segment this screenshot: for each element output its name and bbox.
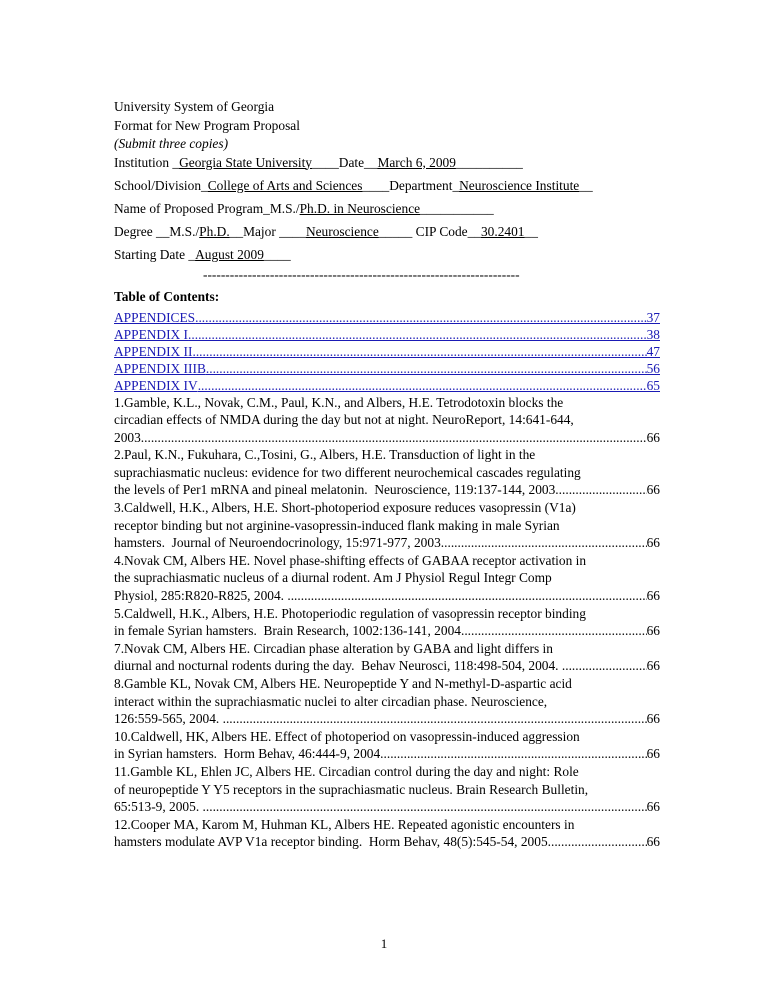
reference-page: 66 (646, 799, 660, 815)
reference-line: interact within the suprachiasmatic nuclei to alter circadian phase. Neuroscience, (114, 693, 548, 709)
dot-leader (444, 534, 646, 552)
reference-last-text: in female Syrian hamsters. Brain Research, 1002:136-141, 2004. (114, 623, 465, 639)
header-line-2: Format for New Program Proposal (114, 117, 300, 133)
toc-entry-label: APPENDIX IIIB (114, 360, 206, 376)
degree-value: Ph.D. (199, 223, 230, 239)
program-value: Ph.D. in Neuroscience (299, 200, 421, 216)
reference-page: 66 (646, 482, 660, 498)
date-tail: __________ (455, 154, 523, 170)
start-line (114, 246, 660, 265)
start-value: August 2009 (195, 246, 264, 262)
institution-label: Institution _ (114, 154, 180, 170)
reference-entry (114, 446, 660, 499)
reference-line: circadian effects of NMDA during the day but not at night. NeuroReport, 14:641-644, (114, 412, 574, 428)
document-page (114, 98, 660, 851)
dot-leader (562, 657, 647, 675)
reference-last-line (114, 657, 660, 675)
toc-entry-appendix-iiib[interactable] (114, 360, 660, 377)
reference-page: 66 (646, 588, 660, 604)
reference-last-text: diurnal and nocturnal rodents during the day. Behav Neurosci, 118:498-504, 2004. (114, 658, 562, 674)
reference-entry (114, 640, 660, 675)
start-label: Starting Date _ (114, 246, 196, 262)
reference-entry (114, 499, 660, 552)
dot-leader (384, 745, 647, 763)
cip-label: _____ CIP Code__ (378, 223, 481, 239)
dot-leader (144, 429, 646, 447)
reference-last-text: hamsters. Journal of Neuroendocrinology, 15:971-977, 2003. (114, 535, 445, 551)
reference-line: the suprachiasmatic nucleus of a diurnal rodent. Am J Physiol Regul Integr Comp (114, 570, 552, 586)
reference-line: 8.Gamble KL, Novak CM, Albers HE. Neuropeptide Y and N-methyl-D-aspartic acid (114, 676, 572, 691)
toc-heading: Table of Contents: (114, 289, 220, 304)
page-number: 1 (380, 936, 388, 951)
school-value: College of Arts and Sciences (207, 177, 363, 193)
header-line-1: University System of Georgia (114, 99, 275, 114)
start-tail: ____ (263, 246, 291, 262)
reference-line: 11.Gamble KL, Ehlen JC, Albers HE. Circadian control during the day and night: Role (114, 763, 579, 779)
degree-line (114, 223, 660, 242)
major-value: Neuroscience (305, 223, 379, 239)
school-line (114, 177, 660, 196)
dot-leader (223, 710, 647, 728)
reference-last-text: 126:559-565, 2004. (114, 711, 223, 727)
reference-line: 2.Paul, K.N., Fukuhara, C.,Tosini, G., Albers, H.E. Transduction of light in the (114, 447, 536, 463)
reference-last-line (114, 833, 660, 851)
program-tail: ___________ (420, 200, 494, 216)
reference-entry (114, 675, 660, 728)
toc-entry-page: 38 (646, 326, 660, 342)
dot-leader (559, 481, 647, 499)
toc-entry-appendix-iv[interactable] (114, 377, 660, 394)
reference-page: 66 (646, 834, 660, 850)
reference-entry (114, 394, 660, 447)
reference-list (114, 394, 660, 851)
reference-last-text: hamsters modulate AVP V1a receptor binding. Horm Behav, 48(5):545-54, 2005. (114, 834, 551, 850)
reference-page: 66 (646, 746, 660, 762)
dot-leader (203, 798, 647, 816)
cip-value: 30.2401 (480, 223, 525, 239)
major-label: __Major ____ (229, 223, 306, 239)
reference-page: 66 (646, 535, 660, 551)
toc-entry-appendix-ii[interactable] (114, 343, 660, 360)
cip-tail: __ (524, 223, 538, 239)
reference-page: 66 (646, 429, 660, 445)
toc-entry-page: 56 (646, 360, 660, 376)
toc-entry-appendices[interactable] (114, 309, 660, 326)
toc-entry-label: APPENDICES (114, 309, 196, 325)
reference-last-text: 2003. (114, 429, 145, 445)
reference-entry (114, 763, 660, 816)
reference-last-text: in Syrian hamsters. Horm Behav, 46:444-9, 2004. (114, 746, 384, 762)
program-line (114, 200, 660, 219)
reference-line: of neuropeptide Y Y5 receptors in the suprachiasmatic nucleus. Brain Research Bulletin, (114, 781, 589, 797)
reference-last-line (114, 745, 660, 763)
reference-last-text: Physiol, 285:R820-R825, 2004. (114, 588, 288, 604)
header-line-3: (Submit three copies) (114, 136, 229, 151)
reference-entry (114, 605, 660, 640)
reference-line: 5.Caldwell, H.K., Albers, H.E. Photoperiodic regulation of vasopressin receptor binding (114, 605, 586, 621)
reference-last-text: the levels of Per1 mRNA and pineal melatonin. Neuroscience, 119:137-144, 2003. (114, 482, 559, 498)
reference-last-line (114, 429, 660, 447)
reference-page: 66 (646, 623, 660, 639)
reference-last-line (114, 798, 660, 816)
date-label: ____Date__ (312, 154, 378, 170)
reference-line: 7.Novak CM, Albers HE. Circadian phase alteration by GABA and light differs in (114, 640, 553, 656)
reference-entry (114, 816, 660, 851)
dot-leader (287, 587, 646, 605)
reference-last-line (114, 534, 660, 552)
toc-entry-page: 65 (646, 377, 660, 393)
toc-entry-page: 37 (646, 309, 660, 325)
toc-entry-page: 47 (646, 343, 660, 359)
school-label: School/Division_ (114, 177, 208, 193)
reference-entry (114, 728, 660, 763)
toc-entry-label: APPENDIX IV (114, 377, 198, 393)
department-tail: __ (579, 177, 593, 193)
date-value: March 6, 2009 (377, 154, 456, 170)
toc-list (114, 309, 660, 394)
reference-page: 66 (646, 658, 660, 674)
institution-line (114, 154, 660, 173)
toc-entry-label: APPENDIX II (114, 343, 193, 359)
reference-last-line (114, 710, 660, 728)
reference-last-line (114, 587, 660, 605)
toc-entry-appendix-i[interactable] (114, 326, 660, 343)
program-label: Name of Proposed Program_M.S./ (114, 200, 300, 216)
institution-value: Georgia State University (179, 154, 312, 170)
reference-last-text: 65:513-9, 2005. (114, 799, 203, 815)
reference-line: 3.Caldwell, H.K., Albers, H.E. Short-photoperiod exposure reduces vasopressin (V1a) (114, 500, 576, 516)
reference-entry (114, 552, 660, 605)
dot-leader (551, 833, 647, 851)
reference-last-line (114, 622, 660, 640)
reference-line: 4.Novak CM, Albers HE. Novel phase-shifting effects of GABAA receptor activation in (114, 552, 587, 568)
reference-line: 10.Caldwell, HK, Albers HE. Effect of photoperiod on vasopressin-induced aggression (114, 728, 580, 744)
degree-label: Degree __M.S./ (114, 223, 200, 239)
reference-line: suprachiasmatic nucleus: evidence for two different neurochemical cascades regulating (114, 464, 581, 480)
reference-line: receptor binding but not arginine-vasopressin-induced flank making in male Syrian (114, 517, 560, 533)
reference-line: 12.Cooper MA, Karom M, Huhman KL, Albers HE. Repeated agonistic encounters in (114, 816, 575, 832)
dot-leader (464, 622, 646, 640)
department-value: Neuroscience Institute (459, 177, 580, 193)
reference-line: 1.Gamble, K.L., Novak, C.M., Paul, K.N., and Albers, H.E. Tetrodotoxin blocks the (114, 394, 564, 410)
reference-page: 66 (646, 711, 660, 727)
toc-entry-label: APPENDIX I (114, 326, 189, 342)
reference-last-line (114, 481, 660, 499)
separator-line: ----------------------------------------------------------------------- (203, 267, 520, 282)
department-label: ____Department_ (362, 177, 460, 193)
